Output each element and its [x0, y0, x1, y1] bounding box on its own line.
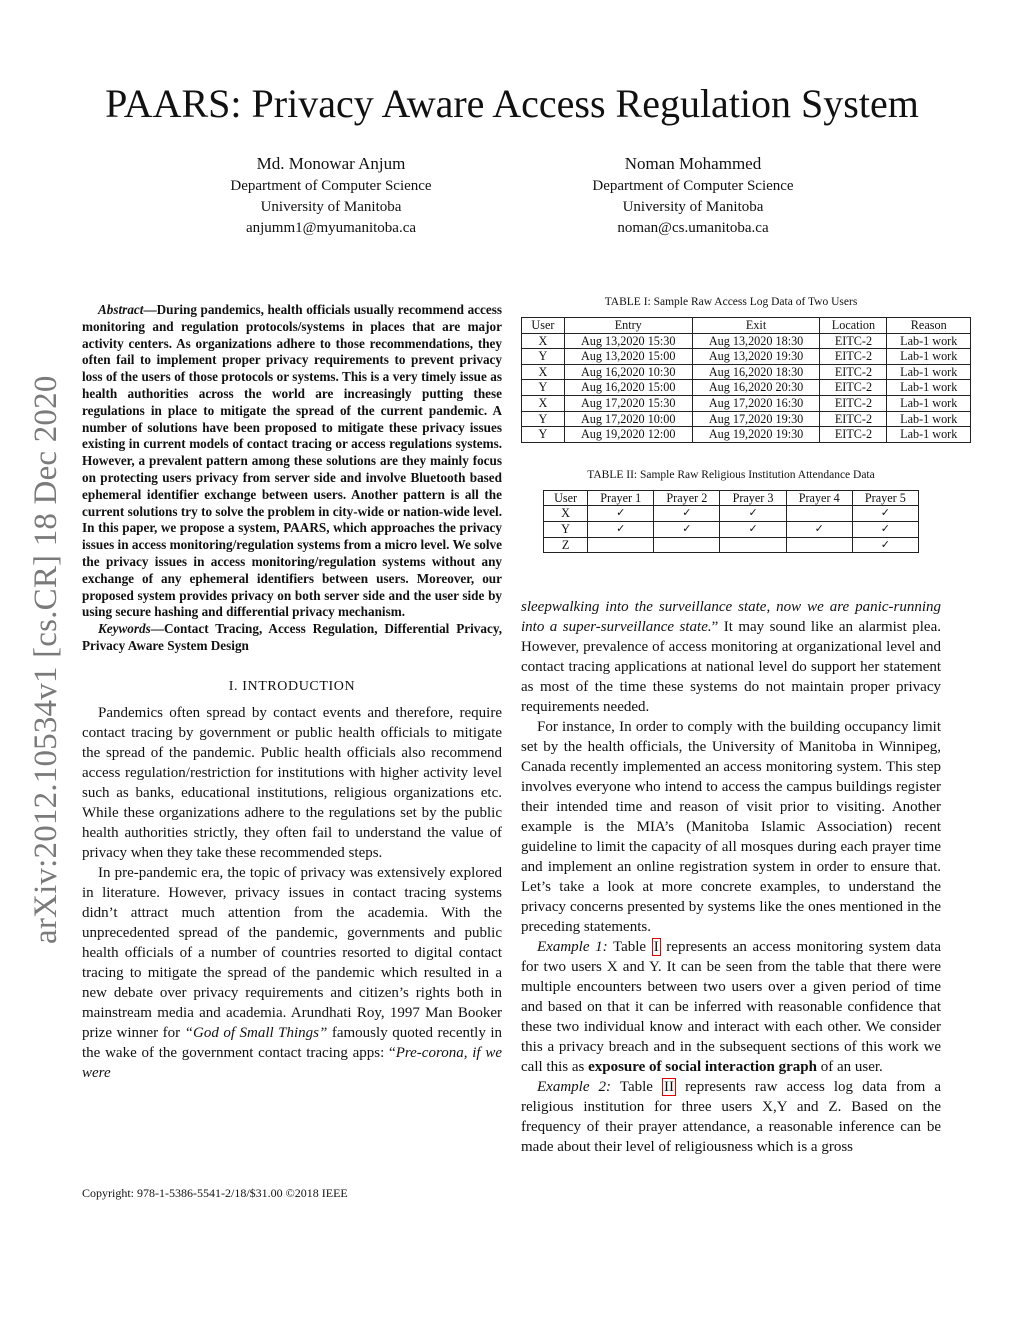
table-cell: ✓ — [654, 521, 720, 537]
table-cell: Aug 17,2020 10:00 — [564, 411, 692, 427]
abstract — [82, 302, 502, 621]
table-cell: X — [544, 506, 588, 522]
table-cell: ✓ — [852, 537, 918, 553]
introduction-heading: I. INTRODUCTION — [228, 678, 356, 694]
table-cell: ✓ — [588, 521, 654, 537]
table-row — [522, 380, 971, 396]
table-cell: EITC-2 — [820, 427, 887, 443]
left-column — [82, 302, 502, 1083]
arxiv-identifier-stamp: arXiv:2012.10534v1 [cs.CR] 18 Dec 2020 — [28, 375, 64, 944]
table-cell: ✓ — [720, 506, 786, 522]
table-cell: ✓ — [654, 506, 720, 522]
table-2-block — [521, 469, 941, 553]
table-cell: Aug 17,2020 16:30 — [692, 395, 820, 411]
table-cell — [654, 537, 720, 553]
table-row — [544, 506, 919, 522]
quote-continuation — [521, 597, 941, 717]
bold-term: exposure of social interaction graph — [588, 1059, 817, 1076]
table-cell: Lab-1 work — [887, 411, 971, 427]
table-row — [544, 521, 919, 537]
table-header-cell: Reason — [887, 318, 971, 334]
table-header-cell: Prayer 2 — [654, 490, 720, 506]
example-1-paragraph — [521, 937, 941, 1077]
table-cell: X — [522, 395, 565, 411]
access-log-table — [521, 317, 971, 443]
table-cell — [588, 537, 654, 553]
body-text: of an user. — [816, 1059, 883, 1076]
table-cell: Aug 13,2020 15:00 — [564, 349, 692, 365]
table-header-cell: Prayer 3 — [720, 490, 786, 506]
table-cell: Y — [522, 380, 565, 396]
example-label: Example 1: — [537, 939, 608, 956]
author-email: noman@cs.umanitoba.ca — [617, 220, 769, 236]
table-cell: Lab-1 work — [887, 427, 971, 443]
paper-title: PAARS: Privacy Aware Access Regulation System — [105, 81, 919, 126]
table-cell — [786, 506, 852, 522]
table-1-block — [521, 296, 958, 443]
table-header-row — [522, 318, 971, 334]
table-header-cell: Exit — [692, 318, 820, 334]
table-header-cell: Entry — [564, 318, 692, 334]
table-cell: Aug 17,2020 19:30 — [692, 411, 820, 427]
right-column — [521, 296, 958, 1157]
example-2-paragraph — [521, 1077, 941, 1157]
table-cell: Y — [522, 411, 565, 427]
table-cell: X — [522, 333, 565, 349]
keywords-label: Keywords — [98, 621, 151, 637]
table-cell: Aug 17,2020 15:30 — [564, 395, 692, 411]
table-cell: Y — [544, 521, 588, 537]
abstract-label: Abstract — [98, 302, 144, 317]
table-row — [522, 427, 971, 443]
table-cell: ✓ — [786, 521, 852, 537]
table-cell: EITC-2 — [820, 364, 887, 380]
intro-paragraph-2 — [82, 863, 502, 1083]
body-text: Table — [607, 939, 652, 956]
table-header-cell: Prayer 5 — [852, 490, 918, 506]
table-cell: Lab-1 work — [887, 333, 971, 349]
table-cell: Z — [544, 537, 588, 553]
table-cell: Aug 16,2020 18:30 — [692, 364, 820, 380]
table-row — [522, 395, 971, 411]
book-title: “God of Small Things” — [184, 1024, 328, 1041]
table-cell: Y — [522, 427, 565, 443]
body-text: ” It may sound like an alarmist plea. However, prevalence of access monitoring at organizational level and contact tracing applications at national level do support her statement as most of the time these systems do not maintain proper privacy requirements needed. — [521, 619, 941, 716]
table-header-cell: Prayer 1 — [588, 490, 654, 506]
author-block-1 — [166, 152, 496, 239]
table-2-caption: TABLE II: Sample Raw Religious Institution Attendance Data — [587, 468, 875, 481]
table-row — [522, 349, 971, 365]
table-cell: EITC-2 — [820, 349, 887, 365]
table-row — [522, 333, 971, 349]
author-block-2 — [528, 152, 858, 239]
table-cell: ✓ — [588, 506, 654, 522]
table-row — [522, 364, 971, 380]
intro-text: famously quoted recently in the wake of the government contact tracing apps: “ — [82, 1024, 502, 1061]
table-cell: Aug 13,2020 18:30 — [692, 333, 820, 349]
table-cell: ✓ — [852, 506, 918, 522]
body-paragraph: For instance, In order to comply with the building occupancy limit set by the health officials, the University of Manitoba in Winnipeg, Canada recently implemented an access monitoring system. This step involves everyone who intend to access the campus buildings register their intended time and reason of visit prior to visiting. Another example is the MIA’s (Manitoba Islamic Association) recent guideline to limit the capacity of all mosques during each prayer time and implement an online registration system in order to ensure that. Let’s take a look at more concrete examples, to understand the privacy concerns presented by systems like the ones mentioned in the preceding statements. — [521, 719, 941, 936]
author-name: Md. Monowar Anjum — [256, 154, 406, 173]
body-text: represents an access monitoring system data for two users X and Y. It can be seen from the table that there were multiple encounters between two users over a given period of time and based on that it can be inferred with reasonable confidence that these two individual know and interact with each other. We consider this a privacy breach and in the subsequent sections of this work we call this as — [521, 939, 942, 1076]
body-text: Table — [611, 1079, 662, 1096]
table-row — [544, 537, 919, 553]
table-cell: Aug 19,2020 19:30 — [692, 427, 820, 443]
table-cell: Y — [522, 349, 565, 365]
table-header-cell: User — [544, 490, 588, 506]
table-cell: EITC-2 — [820, 380, 887, 396]
table-header-cell: User — [522, 318, 565, 334]
quote-text: sleepwalking into the surveillance state, now we are panic-running into a super-surveillance state. — [521, 599, 941, 636]
table-header-row — [544, 490, 919, 506]
author-department: Department of Computer Science — [230, 178, 432, 194]
body-text: represents raw access log data from a religious institution for three users X,Y and Z. Based on the frequency of their prayer attendance, a reasonable inference can be made about their level of religiousness which is a gross — [521, 1079, 941, 1156]
table-cell: Aug 19,2020 12:00 — [564, 427, 692, 443]
table-cell: EITC-2 — [820, 411, 887, 427]
author-university: University of Manitoba — [622, 199, 764, 215]
table-cell: Lab-1 work — [887, 364, 971, 380]
table-cell: Aug 16,2020 20:30 — [692, 380, 820, 396]
table-header-cell: Location — [820, 318, 887, 334]
table-cell: Aug 13,2020 19:30 — [692, 349, 820, 365]
example-label: Example 2: — [537, 1079, 612, 1096]
intro-paragraph-1: Pandemics often spread by contact events and therefore, require contact tracing by government or public health officials to mitigate the spread of the pandemic. Public health officials also recommend access regulation/restriction for institutions with higher activity level such as banks, educational institutions, religious organizations etc. While these organizations adhere to the regulations set by the public health authorities strictly, they often fail to understand the value of privacy when they take these recommended steps. — [82, 704, 502, 861]
keywords — [82, 621, 502, 655]
intro-text: In pre-pandemic era, the topic of privacy was extensively explored in literature. However, privacy issues in contact tracing systems didn’t attract much attention from the academia. With the unprecedented spread of the pandemic, governments and public health officials of a number of countries resorted to digital contact tracing to mitigate the spread of the pandemic which resulted in a new debate over privacy requirements and citizen’s rights both in mainstream media and academia. Arundhati Roy, 1997 Man Booker prize winner for — [82, 864, 502, 1041]
keywords-text: —Contact Tracing, Access Regulation, Differential Privacy, Privacy Aware System Design — [82, 621, 502, 653]
table-cell: Aug 16,2020 15:00 — [564, 380, 692, 396]
quote-start: Pre-corona, if we were — [82, 1044, 502, 1081]
table-cell: Aug 13,2020 15:30 — [564, 333, 692, 349]
table-2-reference-link[interactable]: II — [664, 1079, 674, 1096]
table-cell: Lab-1 work — [887, 349, 971, 365]
table-cell — [786, 537, 852, 553]
table-1-caption: TABLE I: Sample Raw Access Log Data of Two Users — [604, 296, 858, 308]
table-cell: ✓ — [852, 521, 918, 537]
abstract-text: —During pandemics, health officials usually recommend access monitoring and regulation protocols/systems in places that are major activity centers. As organizations adhere to those recommendations, they often fail to implement proper privacy requirements to prevent privacy loss of the users of those protocols or systems. This is a very timely issue as health authorities across the world are increasingly putting these regulations in place to mitigate the spread of the current pandemic. A number of solutions have been proposed to mitigate these privacy issues existing in current models of contact tracing or access regulations systems. However, a prevalent pattern among these solutions are they mainly focus on protecting users privacy from server side and involve Bluetooth based ephemeral identifier exchange between users. Another pattern is all the current solutions try to solve the problem in city-wide or nation-wide level. In this paper, we propose a system, PAARS, which approaches the privacy issues in access monitoring/regulation systems from a micro level. We solve the privacy issues in access monitoring/regulation systems without any exchange of any ephemeral identifiers between users. Moreover, our proposed system provides privacy on both server side and the user side by using secure hashing and differential privacy mechanism. — [82, 302, 502, 620]
attendance-table — [543, 490, 919, 553]
table-1-reference-link[interactable]: I — [653, 939, 659, 956]
author-name: Noman Mohammed — [624, 154, 762, 173]
table-cell: Lab-1 work — [887, 395, 971, 411]
table-row — [522, 411, 971, 427]
right-column-text — [521, 597, 941, 1157]
table-cell: Lab-1 work — [887, 380, 971, 396]
table-cell: Aug 16,2020 10:30 — [564, 364, 692, 380]
copyright-notice: Copyright: 978-1-5386-5541-2/18/$31.00 ©2018 IEEE — [82, 1186, 348, 1200]
table-header-cell: Prayer 4 — [786, 490, 852, 506]
table-cell: ✓ — [720, 521, 786, 537]
author-department: Department of Computer Science — [592, 178, 794, 194]
table-cell: EITC-2 — [820, 333, 887, 349]
table-cell: EITC-2 — [820, 395, 887, 411]
table-cell — [720, 537, 786, 553]
author-university: University of Manitoba — [260, 199, 402, 215]
author-email: anjumm1@myumanitoba.ca — [245, 220, 417, 236]
table-cell: X — [522, 364, 565, 380]
